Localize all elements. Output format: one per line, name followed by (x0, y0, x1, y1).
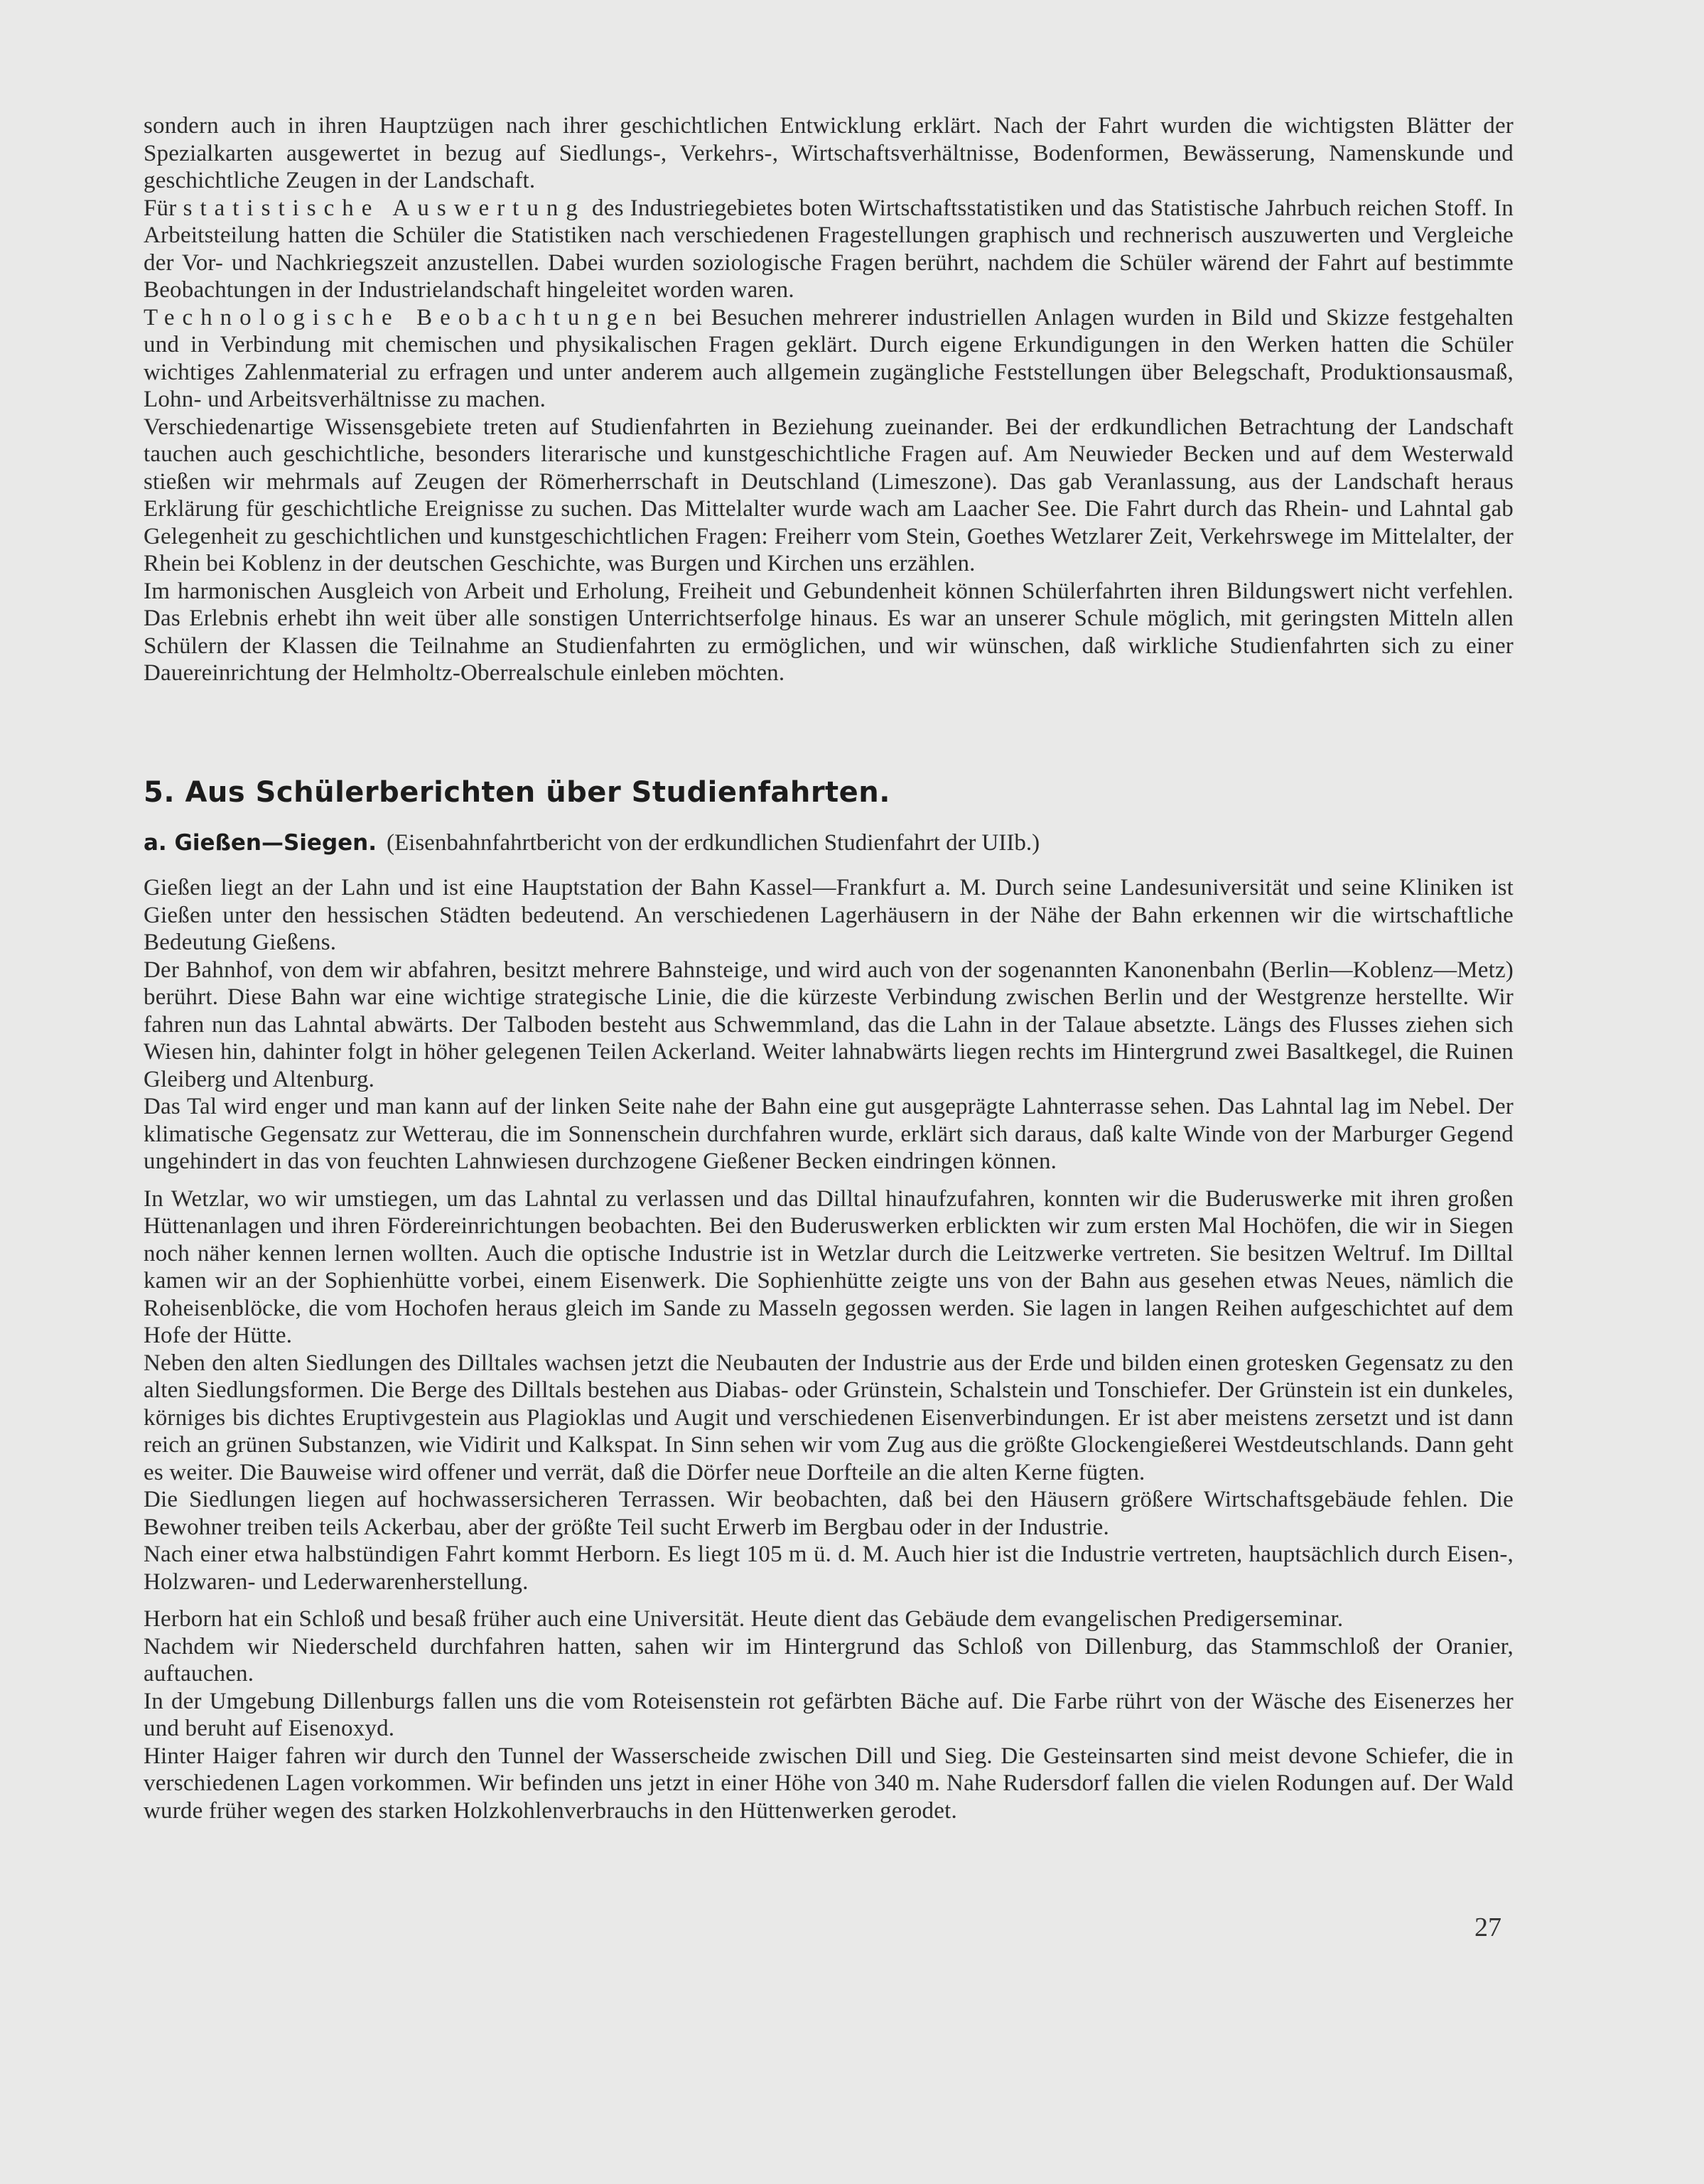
intro-paragraph-2 (144, 195, 1514, 304)
report-paragraph-11: Hinter Haiger fahren wir durch den Tunnel der Wasserscheide zwischen Dill und Sieg. Die Gesteinsarten sind meist devone Schiefer, die in verschiedenen Lagen vorkommen. Wir befinden uns jetzt in einer Höhe von 340 m. Nahe Rudersdorf fallen die vielen Rodungen auf. Der Wald wurde früher wegen des starken Holzkohlenverbrauchs in den Hüttenwerken gerodet. (144, 1743, 1514, 1824)
intro-p2-lead: Für (144, 195, 177, 221)
subsection-note: (Eisenbahnfahrtbericht von der erdkundlichen Studienfahrt der UIIb.) (387, 830, 1040, 856)
report-paragraph-8: Herborn hat ein Schloß und besaß früher auch eine Universität. Heute dient das Gebäude dem evangelischen Predigerseminar. (144, 1606, 1344, 1632)
subsection-label: a. Gießen—Siegen. (144, 830, 377, 856)
paragraph-gap (144, 1176, 1514, 1185)
subsection-heading (144, 830, 1514, 856)
report-section (144, 874, 1514, 1824)
report-paragraph-1: Gießen liegt an der Lahn und ist eine Hauptstation der Bahn Kassel—Frankfurt a. M. Durch seine Landesuniversität und seine Kliniken ist Gießen unter den hessischen Städten bedeutend. An verschiedenen Lagerhäusern in der Nähe der Bahn erkennen wir die wirtschaftliche Bedeutung Gießens. (144, 875, 1514, 955)
report-paragraph-4: In Wetzlar, wo wir umstiegen, um das Lahntal zu verlassen und das Dilltal hinaufzufahren, konnten wir die Buderuswerke mit ihren großen Hüttenanlagen und ihren Fördereinrichtungen beobachten. Bei den Buderuswerken erblickten wir zum ersten Mal Hochöfen, die wir in Siegen noch näher kennen lernen wollten. Auch die optische Industrie ist in Wetzlar durch die Leitzwerke vertreten. Sie besitzen Weltruf. Im Dilltal kamen wir an der Sophienhütte vorbei, einem Eisenwerk. Die Sophienhütte zeigte uns von der Bahn aus gesehen etwas Neues, nämlich die Roheisenblöcke, die vom Hochofen heraus gleich im Sande zu Masseln gegossen werden. Sie lagen in langen Reihen aufgeschichtet auf dem Hofe der Hütte. (144, 1185, 1514, 1348)
intro-paragraph-1: sondern auch in ihren Hauptzügen nach ihrer geschichtlichen Entwicklung erklärt. Nach der Fahrt wurden die wichtigsten Blätter der Spezialkarten ausgewertet in bezug auf Siedlungs-, Verkehrs-, Wirtschaftsverhältnisse, Bodenformen, Bewässerung, Namenskunde und geschichtliche Zeugen in der Landschaft. (144, 113, 1514, 193)
report-paragraph-9: Nachdem wir Niederscheld durchfahren hatten, sahen wir im Hintergrund das Schloß von Dillenburg, das Stammschloß der Oranier, auftauchen. (144, 1633, 1514, 1687)
report-paragraph-7: Nach einer etwa halbstündigen Fahrt kommt Herborn. Es liegt 105 m ü. d. M. Auch hier ist die Industrie vertreten, hauptsächlich durch Eisen-, Holzwaren- und Lederwarenherstellung. (144, 1542, 1514, 1595)
report-paragraph-2: Der Bahnhof, von dem wir abfahren, besitzt mehrere Bahnsteige, und wird auch von der sogenannten Kanonenbahn (Berlin—Koblenz—Metz) berührt. Diese Bahn war eine wichtige strategische Linie, die die kürzeste Verbindung zwischen Berlin und der Westgrenze herstellte. Wir fahren nun das Lahntal abwärts. Der Talboden besteht aus Schwemmland, das die Lahn in der Talaue absetzte. Längs des Flusses ziehen sich Wiesen hin, dahinter folgt in höher gelegenen Teilen Ackerland. Weiter lahnabwärts liegen rechts im Hintergrund zwei Basaltkegel, die Ruinen Gleiberg und Altenburg. (144, 957, 1514, 1092)
intro-p3-rest: bei Besuchen mehrerer industriellen Anlagen wurden in Bild und Skizze festgehalten und in Verbindung mit chemischen und physikalischen Fragen geklärt. Durch eigene Erkundigungen in den Werken hatten die Schüler wichtiges Zahlenmaterial zu erfragen und unter anderem auch allgemein zugängliche Feststellungen über Belegschaft, Produktionsausmaß, Lohn- und Arbeitsverhältnisse zu machen. (144, 304, 1514, 412)
report-paragraph-6: Die Siedlungen liegen auf hochwassersicheren Terrassen. Wir beobachten, daß bei den Häusern größere Wirtschaftsgebäude fehlen. Die Bewohner treiben teils Ackerbau, aber der größte Teil sucht Erwerb im Bergbau oder in der Industrie. (144, 1487, 1514, 1540)
intro-section (144, 112, 1514, 687)
page-number: 27 (1474, 1913, 1501, 1942)
section-heading: 5. Aus Schülerberichten über Studienfahrten. (144, 776, 890, 809)
intro-paragraph-5: Im harmonischen Ausgleich von Arbeit und Erholung, Freiheit und Gebundenheit können Schülerfahrten ihren Bildungswert nicht verfehlen. Das Erlebnis erhebt ihn weit über alle sonstigen Unterrichtserfolge hinaus. Es war an unserer Schule möglich, mit geringsten Mitteln allen Schülern der Klassen die Teilnahme an Studienfahrten zu ermöglichen, und wir wünschen, daß wirkliche Studienfahrten sich zu einer Dauereinrichtung der Helmholtz-Oberrealschule einleben möchten. (144, 578, 1514, 686)
report-paragraph-10: In der Umgebung Dillenburgs fallen uns die vom Roteisenstein rot gefärbten Bäche auf. Die Farbe rührt von der Wäsche des Eisenerzes her und beruht auf Eisenoxyd. (144, 1688, 1514, 1741)
intro-p2-rest: des Industriegebietes boten Wirtschaftsstatistiken und das Statistische Jahrbuch reichen Stoff. In Arbeitsteilung hatten die Schüler die Statistiken nach verschiedenen Fragestellungen graphisch und rechnerisch auszuwerten und Vergleiche der Vor- und Nachkriegszeit anzustellen. Dabei wurden soziologische Fragen berührt, nachdem die Schüler wärend der Fahrt auf bestimmte Beobachtungen in der Industrielandschaft hingeleitet worden waren. (144, 195, 1514, 303)
intro-p3-spaced-term: Technologische Beobachtungen (144, 304, 664, 330)
report-paragraph-5: Neben den alten Siedlungen des Dilltales wachsen jetzt die Neubauten der Industrie aus der Erde und bilden einen grotesken Gegensatz zu den alten Siedlungsformen. Die Berge des Dilltals bestehen aus Diabas- oder Grünstein, Schalstein und Tonschiefer. Der Grünstein ist ein dunkeles, körniges bis dichtes Eruptivgestein aus Plagioklas und Augit und verschiedenen Eisenverbindungen. Er ist aber meistens zersetzt und ist dann reich an grünen Substanzen, wie Vidirit und Kalkspat. In Sinn sehen wir vom Zug aus die größte Glockengießerei Westdeutschlands. Dann geht es weiter. Die Bauweise wird offener und verrät, daß die Dörfer neue Dorfteile an die alten Kerne fügten. (144, 1350, 1514, 1485)
intro-p2-spaced-term: statistische Auswertung (183, 195, 586, 221)
intro-paragraph-4: Verschiedenartige Wissensgebiete treten auf Studienfahrten in Beziehung zueinander. Bei der erdkundlichen Betrachtung der Landschaft tauchen auch geschichtliche, besonders literarische und kunstgeschichtliche Fragen auf. Am Neuwieder Becken und auf dem Westerwald stießen wir mehrmals auf Zeugen der Römerherrschaft in Deutschland (Limeszone). Das gab Veranlassung, aus der Landschaft heraus Erklärung für geschichtliche Ereignisse zu suchen. Das Mittelalter wurde wach am Laacher See. Die Fahrt durch das Rhein- und Lahntal gab Gelegenheit zu geschichtlichen und kunstgeschichtlichen Fragen: Freiherr vom Stein, Goethes Wetzlarer Zeit, Verkehrswege im Mittelalter, der Rhein bei Koblenz in der deutschen Geschichte, was Burgen und Kirchen uns erzählen. (144, 414, 1514, 576)
report-paragraph-3: Das Tal wird enger und man kann auf der linken Seite nahe der Bahn eine gut ausgeprägte Lahnterrasse sehen. Das Lahntal lag im Nebel. Der klimatische Gegensatz zur Wetterau, die im Sonnenschein durchfahren wurde, erklärt sich daraus, daß kalte Winde von der Marburger Gegend ungehindert in das von feuchten Lahnwiesen durchzogene Gießener Becken eindringen können. (144, 1094, 1514, 1174)
paragraph-gap (144, 1596, 1514, 1605)
intro-paragraph-3 (144, 304, 1514, 414)
